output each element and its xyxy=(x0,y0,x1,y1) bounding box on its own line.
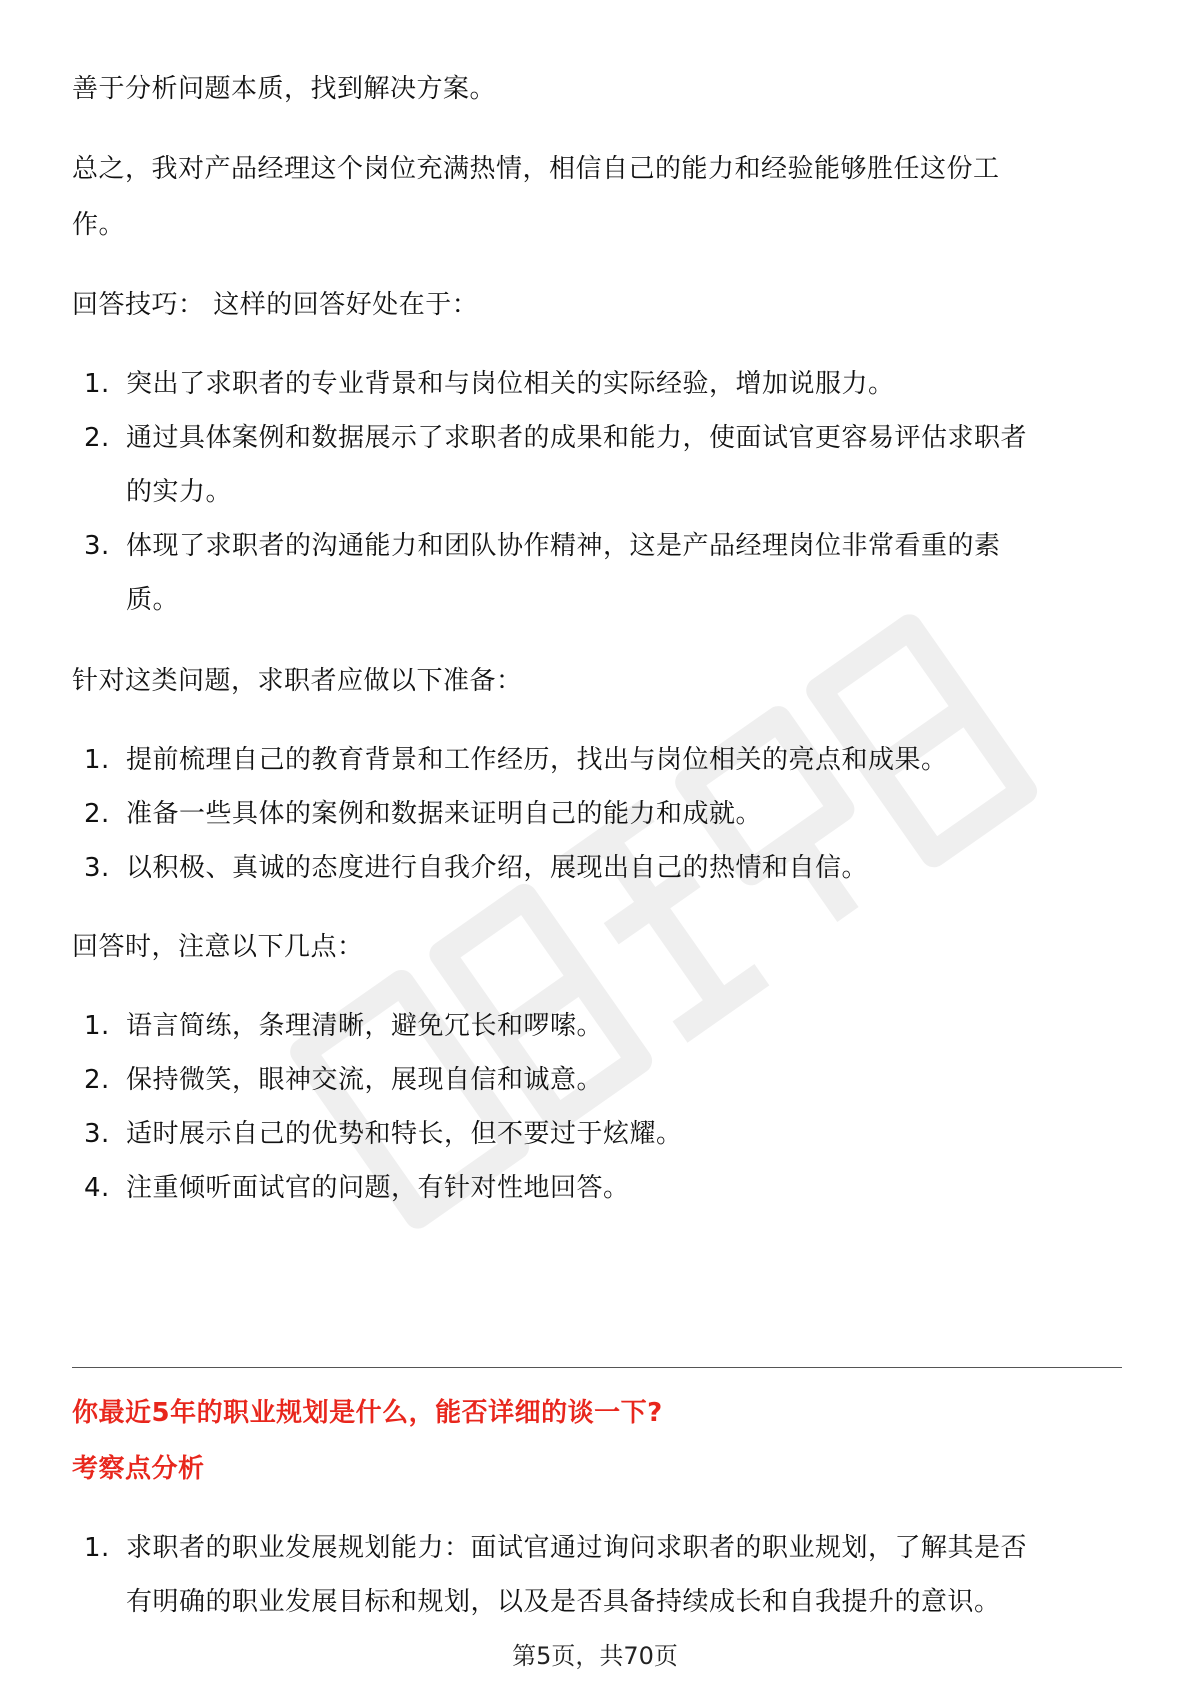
list-text: 突出了求职者的专业背景和与岗位相关的实际经验，增加说服力。 xyxy=(126,369,895,399)
list-text: 通过具体案例和数据展示了求职者的成果和能力，使面试官更容易评估求职者 xyxy=(126,423,1028,453)
analysis-list xyxy=(72,1519,1122,1631)
list-text: 准备一些具体的案例和数据来证明自己的能力和成就。 xyxy=(126,799,763,829)
list-text: 注重倾听面试官的问题，有针对性地回答。 xyxy=(126,1173,630,1203)
notes-heading: 回答时，注意以下几点： xyxy=(72,932,364,962)
list-number: 1. xyxy=(84,745,110,775)
list-number: 2. xyxy=(84,799,110,829)
list-text: 质。 xyxy=(126,585,180,615)
list-text: 以积极、真诚的态度进行自我介绍，展现出自己的热情和自信。 xyxy=(126,853,869,883)
intro-line: 善于分析问题本质，找到解决方案。 xyxy=(72,74,497,104)
list-number: 2. xyxy=(84,1065,110,1095)
list-number: 3. xyxy=(84,531,110,561)
list-item xyxy=(72,1159,1122,1217)
section-divider xyxy=(72,1367,1122,1368)
list-text: 适时展示自己的优势和特长，但不要过于炫耀。 xyxy=(126,1119,683,1149)
list-number: 1. xyxy=(84,1533,110,1563)
list-number: 1. xyxy=(84,369,110,399)
list-text: 体现了求职者的沟通能力和团队协作精神，这是产品经理岗位非常看重的素 xyxy=(126,531,1001,561)
prep-list xyxy=(72,731,1122,897)
analysis-subheading: 考察点分析 xyxy=(72,1454,205,1484)
list-item xyxy=(72,517,1122,629)
list-text: 的实力。 xyxy=(126,477,233,507)
list-number: 1. xyxy=(84,1011,110,1041)
list-text: 提前梳理自己的教育背景和工作经历，找出与岗位相关的亮点和成果。 xyxy=(126,745,948,775)
list-item xyxy=(72,1519,1122,1631)
list-text: 保持微笑，眼神交流，展现自信和诚意。 xyxy=(126,1065,604,1095)
list-item xyxy=(72,355,1122,413)
summary-line-2: 作。 xyxy=(72,210,126,240)
list-item xyxy=(72,997,1122,1055)
question-title: 你最近5年的职业规划是什么，能否详细的谈一下? xyxy=(72,1398,663,1428)
list-number: 4. xyxy=(84,1173,110,1203)
list-item xyxy=(72,839,1122,897)
list-number: 3. xyxy=(84,853,110,883)
list-number: 3. xyxy=(84,1119,110,1149)
list-item xyxy=(72,731,1122,789)
list-item xyxy=(72,1105,1122,1163)
list-item xyxy=(72,409,1122,521)
list-text: 有明确的职业发展目标和规划，以及是否具备持续成长和自我提升的意识。 xyxy=(126,1587,1001,1617)
summary-line-1: 总之，我对产品经理这个岗位充满热情，相信自己的能力和经验能够胜任这份工 xyxy=(72,154,1000,184)
tips-heading: 回答技巧： 这样的回答好处在于： xyxy=(72,290,479,320)
list-text: 求职者的职业发展规划能力：面试官通过询问求职者的职业规划，了解其是否 xyxy=(126,1533,1028,1563)
page-number: 第5页，共70页 xyxy=(512,1642,678,1670)
list-number: 2. xyxy=(84,423,110,453)
tips-list xyxy=(72,355,1122,629)
notes-list xyxy=(72,997,1122,1217)
list-item xyxy=(72,1051,1122,1109)
list-text: 语言简练，条理清晰，避免冗长和啰嗦。 xyxy=(126,1011,604,1041)
prep-heading: 针对这类问题，求职者应做以下准备： xyxy=(72,666,523,696)
list-item xyxy=(72,785,1122,843)
